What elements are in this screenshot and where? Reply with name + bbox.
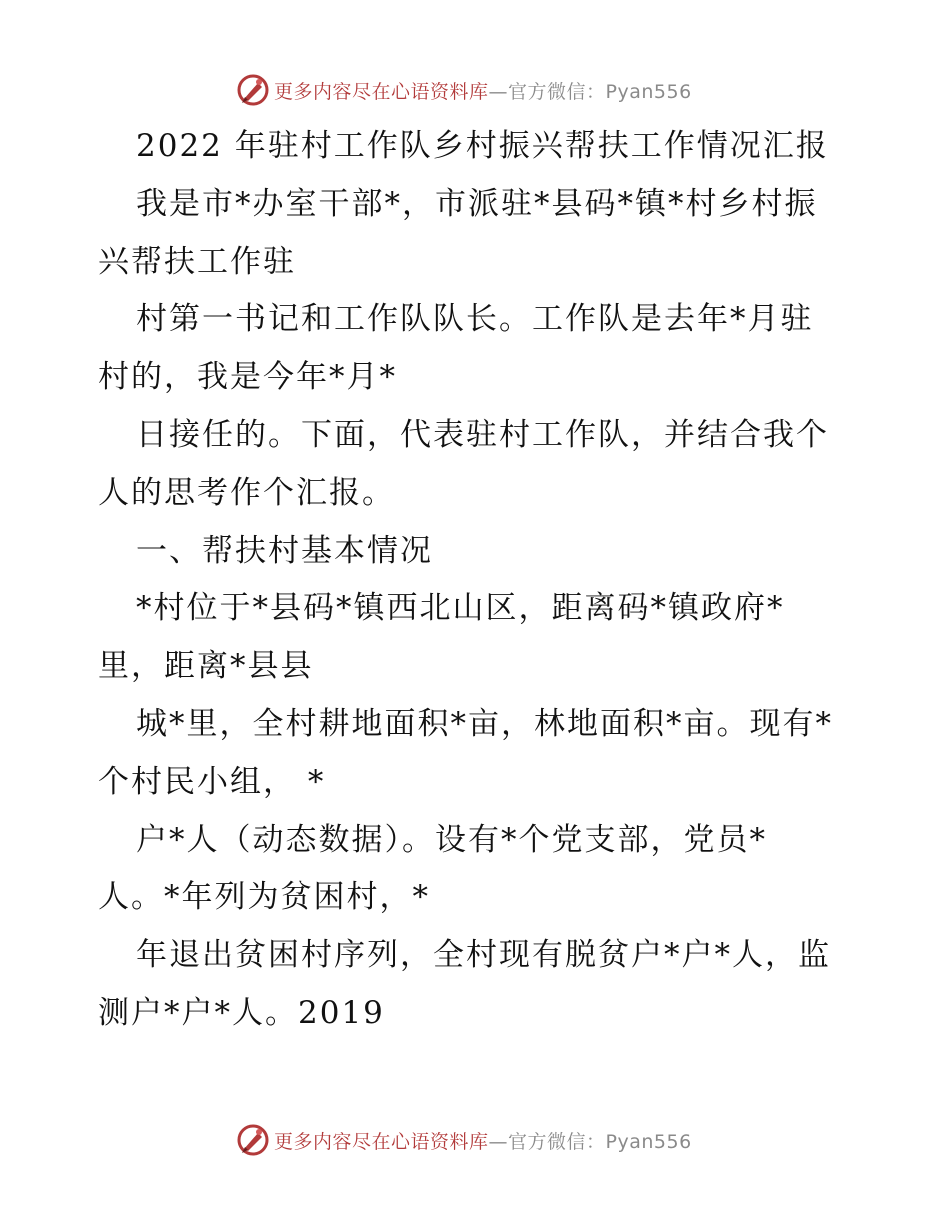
paragraph-line: 测户*户*人。2019 <box>98 994 385 1031</box>
paragraph-line: 日接任的。下面，代表驻村工作队，并结合我个 <box>136 416 829 453</box>
section-heading: 一、帮扶村基本情况 <box>136 532 433 569</box>
paragraph-line: 个村民小组， * <box>98 763 326 800</box>
paragraph-line: 人。*年列为贫困村，* <box>98 879 430 916</box>
header-banner-separator: — <box>488 80 509 103</box>
paragraph-line: 人的思考作个汇报。 <box>98 474 395 511</box>
paragraph-line: 里，距离*县县 <box>98 648 314 685</box>
paragraph-line: 年退出贫困村序列，全村现有脱贫户*户*人，监 <box>136 937 831 974</box>
document-body <box>98 118 858 1043</box>
footer-banner-separator: — <box>488 1130 509 1153</box>
paragraph-line: 村第一书记和工作队队长。工作队是去年*月驻 <box>136 301 814 338</box>
header-banner-wechat: 官方微信：Pyan556 <box>508 80 692 103</box>
header-banner <box>236 72 716 108</box>
paragraph-line: *村位于*县码*镇西北山区，距离码*镇政府* <box>136 590 785 627</box>
document-title: 2022 年驻村工作队乡村振兴帮扶工作情况汇报 <box>136 128 829 164</box>
paragraph-line: 户*人（动态数据）。设有*个党支部，党员* <box>136 821 767 858</box>
header-banner-text: 更多内容尽在心语资料库 <box>274 80 489 103</box>
paragraph-line: 村的，我是今年*月* <box>98 359 397 396</box>
footer-banner-wechat: 官方微信：Pyan556 <box>508 1130 692 1153</box>
footer-banner <box>236 1122 716 1158</box>
pen-logo-icon <box>236 1123 270 1157</box>
pen-logo-icon <box>236 73 270 107</box>
paragraph-line: 兴帮扶工作驻 <box>98 243 296 280</box>
paragraph-line: 我是市*办室干部*，市派驻*县码*镇*村乡村振 <box>136 185 818 222</box>
footer-banner-text: 更多内容尽在心语资料库 <box>274 1130 489 1153</box>
paragraph-line: 城*里，全村耕地面积*亩，林地面积*亩。现有* <box>136 705 833 742</box>
